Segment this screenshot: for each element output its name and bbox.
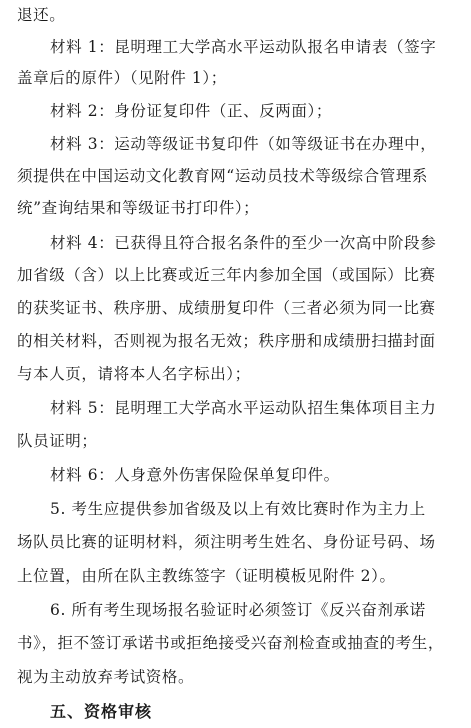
text-line: 6. 所有考生现场报名验证时必须签订《反兴奋剂承诺 <box>50 601 426 619</box>
text-line: 材料 3：运动等级证书复印件（如等级证书在办理中， <box>50 135 437 153</box>
text-line: 统”查询结果和等级证书打印件）； <box>17 199 260 217</box>
text-line: 队员证明； <box>17 432 98 450</box>
text-line: 材料 2：身份证复印件（正、反两面）； <box>50 102 332 120</box>
text-line: 场队员比赛的证明材料，须注明考生姓名、身份证号码、场 <box>17 533 436 551</box>
text-line: 的获奖证书、秩序册、成绩册复印件（三者必须为同一比赛 <box>17 299 436 317</box>
text-line: 须提供在中国运动文化教育网“运动员技术等级综合管理系 <box>17 167 429 185</box>
text-line: 与本人页，请将本人名字标出）； <box>17 365 251 383</box>
text-line: 盖章后的原件）（见附件 1）； <box>17 69 227 87</box>
text-line: 书》，拒不签订承诺书或拒绝接受兴奋剂检查或抽查的考生， <box>17 634 444 652</box>
text-line: 材料 6：人身意外伤害保险保单复印件。 <box>50 466 340 484</box>
text-line: 退还。 <box>17 6 66 24</box>
section-heading: 五、资格审核 <box>50 702 153 721</box>
text-line: 5. 考生应提供参加省级及以上有效比赛时作为主力上 <box>50 500 426 518</box>
text-line: 材料 4：已获得且符合报名条件的至少一次高中阶段参 <box>50 234 437 252</box>
text-line: 的相关材料，否则视为报名无效；秩序册和成绩册扫描封面 <box>17 332 436 350</box>
text-line: 加省级（含）以上比赛或近三年内参加全国（或国际）比赛 <box>17 266 436 284</box>
text-line: 上位置，由所在队主教练签字（证明模板见附件 2）。 <box>17 567 396 585</box>
text-line: 材料 1：昆明理工大学高水平运动队报名申请表（签字 <box>50 38 437 56</box>
text-line: 视为主动放弃考试资格。 <box>17 668 195 686</box>
text-line: 材料 5：昆明理工大学高水平运动队招生集体项目主力 <box>50 399 437 417</box>
